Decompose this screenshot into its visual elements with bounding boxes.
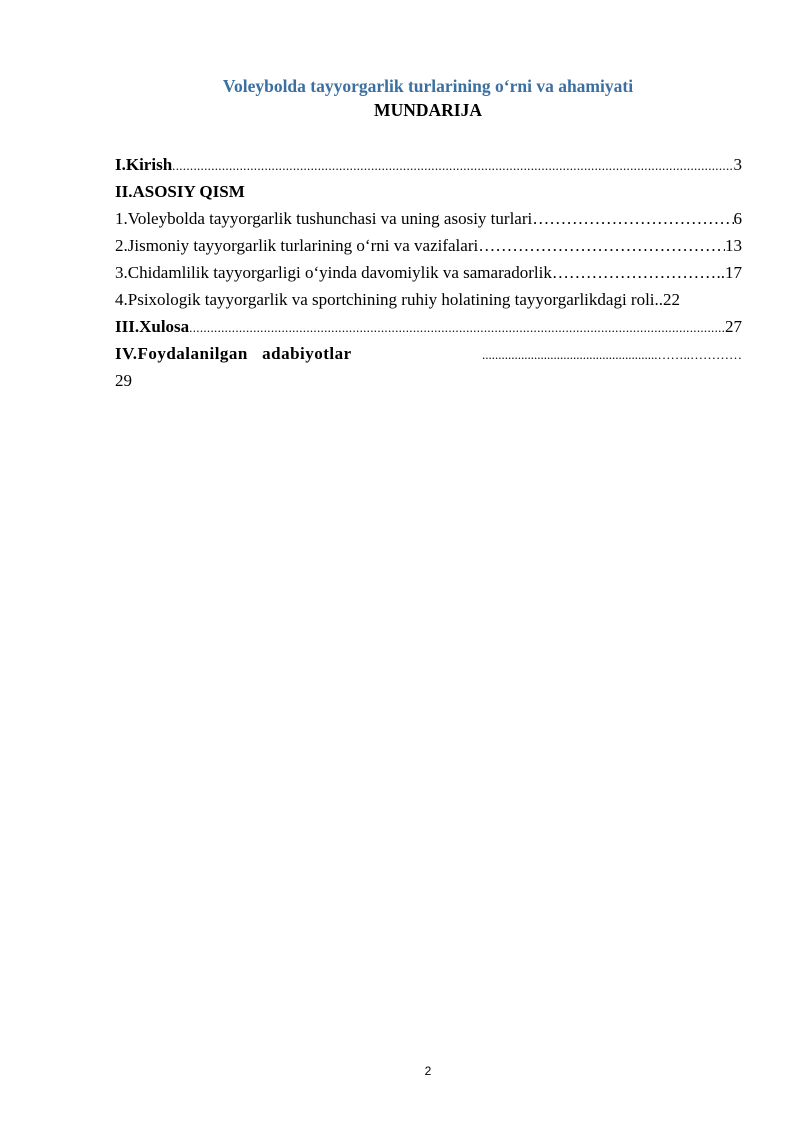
toc-entry-label: II.ASOSIY QISM bbox=[115, 182, 245, 201]
toc-entry-label: 1.Voleybolda tayyorgarlik tushunchasi va uning asosiy turlari bbox=[115, 209, 533, 228]
toc-entry-page: 6 bbox=[733, 209, 742, 228]
toc-entry-4[interactable] bbox=[115, 286, 742, 313]
document-title: Voleybolda tayyorgarlik turlarining o‘rni va ahamiyati bbox=[222, 76, 634, 96]
toc-entry-page: 13 bbox=[725, 236, 742, 255]
toc-dot-leader bbox=[532, 205, 733, 232]
toc-entry-page: 22 bbox=[663, 290, 681, 309]
toc-entry-label: III.Xulosa bbox=[115, 317, 190, 336]
toc-entry-2[interactable] bbox=[115, 232, 742, 259]
toc-dot-leader: ......................................................……..………… bbox=[482, 347, 742, 362]
toc-entry-1[interactable] bbox=[115, 205, 742, 232]
toc-dot-leader bbox=[478, 232, 725, 259]
toc-entry-3[interactable] bbox=[115, 259, 742, 286]
toc-entry-label: I.Kirish bbox=[115, 155, 173, 174]
toc-dot-leader bbox=[189, 314, 725, 340]
toc-entry-label: 3.Chidamlilik tayyorgarligi o‘yinda davomiylik va samaradorlik bbox=[115, 263, 552, 282]
toc-section-asosiy-qism[interactable] bbox=[115, 178, 742, 205]
toc-entry-page: 27 bbox=[725, 317, 742, 336]
page-number: 2 bbox=[424, 1064, 432, 1078]
toc-entry-adabiyotlar[interactable] bbox=[115, 340, 742, 367]
toc-entry-kirish[interactable] bbox=[115, 151, 742, 178]
toc-entry-page: 3 bbox=[733, 155, 742, 174]
toc-entry-label: 2.Jismoniy tayyorgarlik turlarining o‘rni va vazifalari bbox=[115, 236, 479, 255]
table-of-contents bbox=[115, 151, 742, 394]
toc-entry-xulosa[interactable] bbox=[115, 313, 742, 340]
toc-entry-label: 4.Psixologik tayyorgarlik va sportchining ruhiy holatining tayyorgarlikdagi roli.. bbox=[115, 290, 664, 309]
toc-dot-leader bbox=[172, 152, 733, 178]
toc-entry-page: ..17 bbox=[716, 263, 742, 282]
toc-entry-page: 29 bbox=[115, 371, 132, 390]
toc-dot-leader bbox=[552, 259, 717, 286]
toc-entry-label: IV.Foydalanilgan adabiyotlar bbox=[115, 344, 352, 363]
toc-heading: MUNDARIJA bbox=[374, 100, 482, 120]
